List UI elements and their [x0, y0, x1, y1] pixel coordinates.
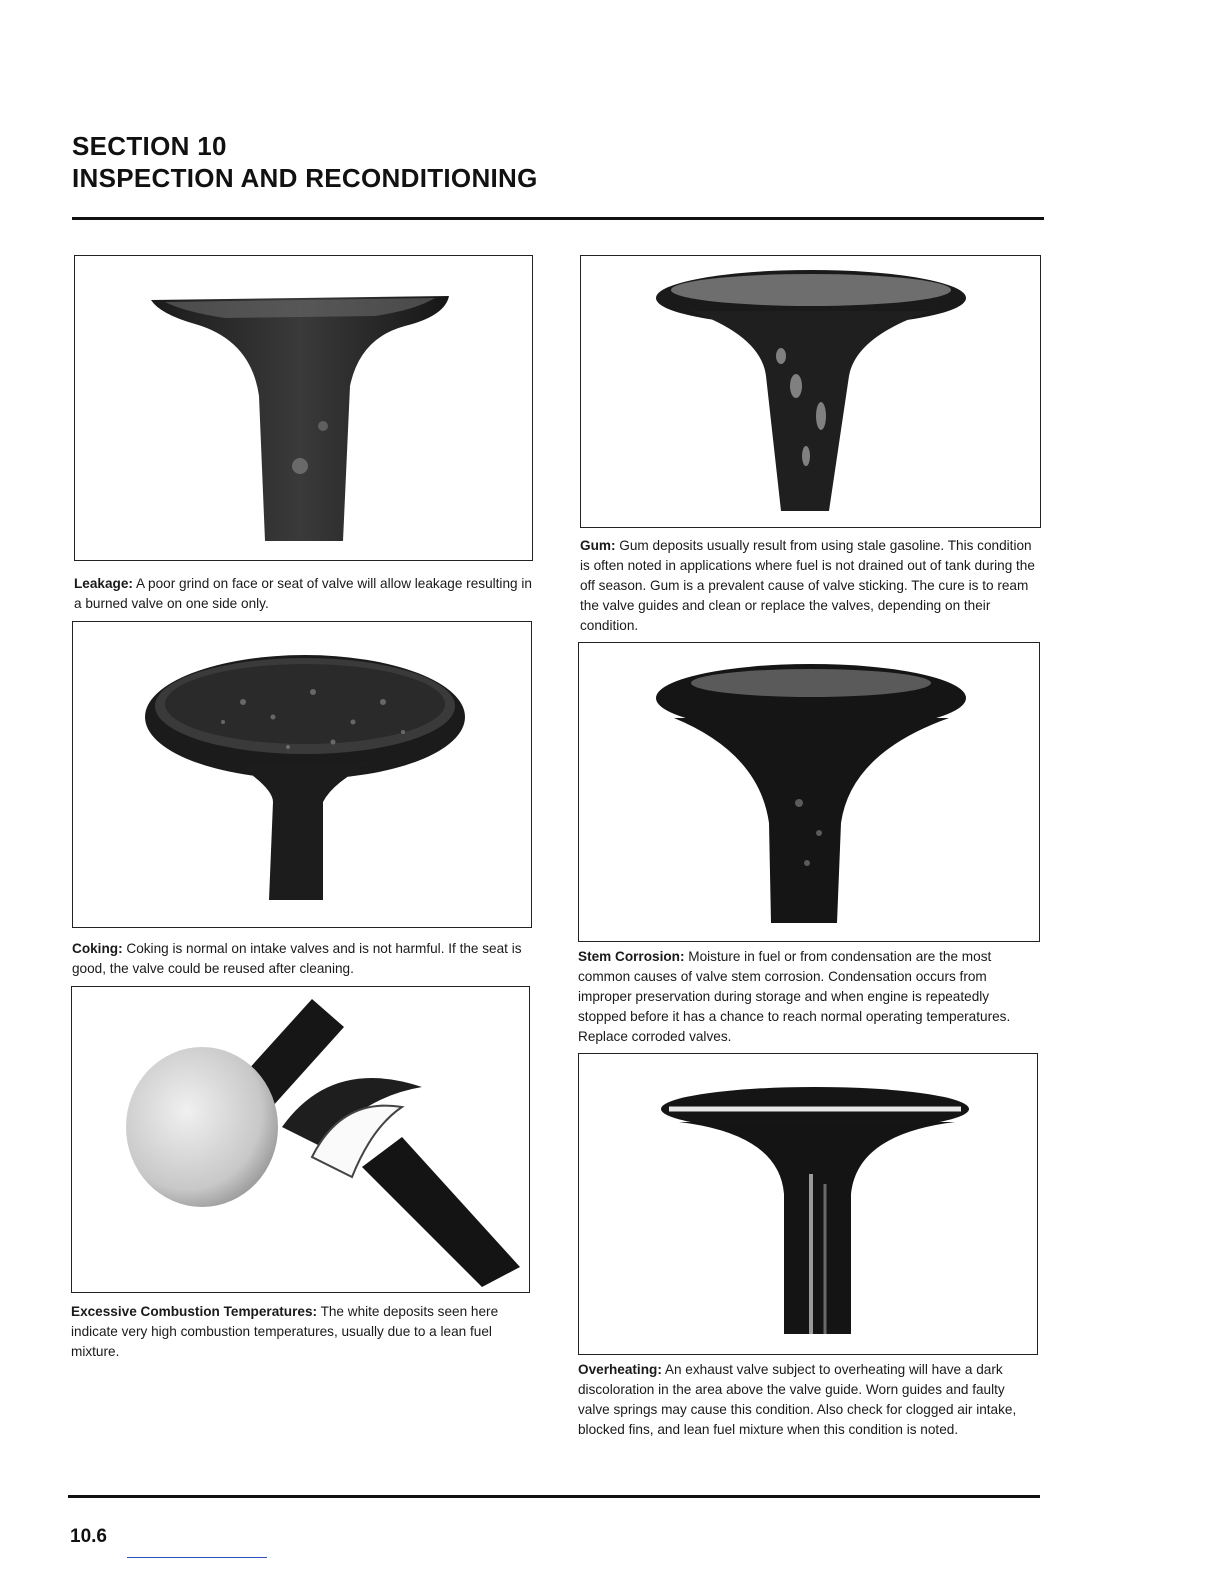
section-number: SECTION 10	[72, 131, 227, 161]
combustion-valve-photo	[71, 986, 530, 1293]
footer-link-underline	[127, 1557, 267, 1558]
leakage-valve-image	[75, 256, 532, 560]
section-header	[72, 130, 538, 194]
leakage-valve-photo	[74, 255, 533, 561]
page-title: INSPECTION AND RECONDITIONING	[72, 163, 538, 193]
stem-corrosion-text: Moisture in fuel or from condensation are the most common causes of valve stem corrosion. Condensation occurs from improper preservation during storage and when engine is repeatedly stopped before it has a chance to reach normal operating temperatures. Replace corroded valves.	[578, 949, 1011, 1044]
gum-label: Gum:	[580, 538, 616, 553]
gum-valve-photo	[580, 255, 1041, 528]
leakage-text: A poor grind on face or seat of valve will allow leakage resulting in a burned valve on one side only.	[74, 576, 532, 611]
page-number: 10.6	[70, 1526, 107, 1547]
combustion-caption	[71, 1302, 529, 1362]
coking-valve-photo	[72, 621, 532, 928]
combustion-label: Excessive Combustion Temperatures:	[71, 1304, 318, 1319]
stem-corrosion-caption	[578, 947, 1040, 1047]
coking-text: Coking is normal on intake valves and is not harmful. If the seat is good, the valve could be reused after cleaning.	[72, 941, 522, 976]
gum-caption	[580, 536, 1042, 636]
stem-corrosion-valve-photo	[578, 642, 1040, 942]
stem-corrosion-valve-image	[579, 643, 1039, 941]
overheating-valve-image	[579, 1054, 1037, 1354]
combustion-text: The white deposits seen here indicate very high combustion temperatures, usually due to a lean fuel mixture.	[71, 1304, 499, 1359]
coking-caption	[72, 939, 530, 979]
combustion-valve-image	[72, 987, 529, 1292]
overheating-text: An exhaust valve subject to overheating will have a dark discoloration in the area above the valve guide. Worn guides and faulty valve springs may cause this condition. Also check for clogged air intake, blocked fins, and lean fuel mixture when this condition is noted.	[578, 1362, 1017, 1437]
gum-valve-image	[581, 256, 1040, 527]
leakage-label: Leakage:	[74, 576, 133, 591]
gum-text: Gum deposits usually result from using stale gasoline. This condition is often noted in applications where fuel is not drained out of tank during the off season. Gum is a prevalent cause of valve sticking. The cure is to ream the valve guides and clean or replace the valves, depending on their condition.	[580, 538, 1035, 633]
coking-label: Coking:	[72, 941, 123, 956]
overheating-valve-photo	[578, 1053, 1038, 1355]
stem-corrosion-label: Stem Corrosion:	[578, 949, 685, 964]
overheating-caption	[578, 1360, 1040, 1440]
overheating-label: Overheating:	[578, 1362, 662, 1377]
footer-rule	[68, 1495, 1040, 1498]
leakage-caption	[74, 574, 532, 614]
coking-valve-image	[73, 622, 531, 927]
header-rule	[72, 217, 1044, 220]
